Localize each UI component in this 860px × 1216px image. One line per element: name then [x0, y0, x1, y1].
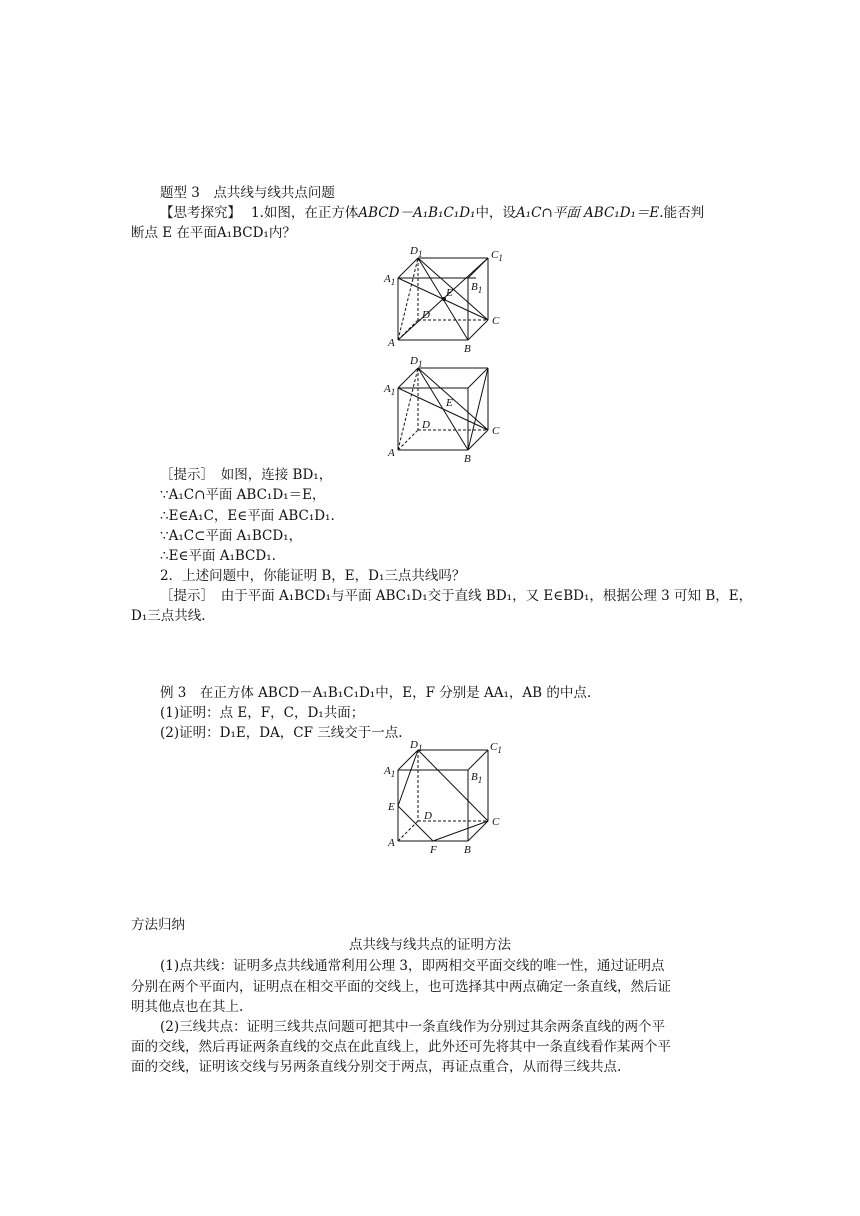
hint-2-line-2: D₁三点共线. [131, 608, 206, 624]
label-c: C [492, 816, 500, 828]
label-a: A [388, 447, 395, 459]
label-c: C [492, 315, 500, 327]
q1-expr: A₁C∩平面 ABC₁D₁＝E [515, 205, 660, 221]
q1-cube: ABCD－A₁B₁C₁D₁ [358, 205, 476, 221]
example-3-line-3: (2)证明：D₁E，DA，CF 三线交于一点. [160, 725, 403, 741]
cube-figure-3 [380, 738, 510, 858]
label-e: E [388, 801, 395, 813]
label-d1: $D_1$ [410, 739, 423, 753]
hint-1-line-3: ∴E∈A₁C，E∈平面 ABC₁D₁. [160, 508, 335, 524]
label-a1: $A_1$ [384, 765, 396, 779]
method-subtitle: 点共线与线共点的证明方法 [349, 937, 511, 953]
question-1-line-2: 断点 E 在平面A₁BCD₁内？ [131, 225, 296, 241]
method-p2-line-2: 面的交线，然后再证两条直线的交点在此直线上，此外还可先将其中一条直线看作某两个平 [131, 1039, 671, 1055]
label-b: B [464, 343, 471, 355]
label-c1: $C_1$ [490, 741, 502, 755]
q1-tail: .能否判 [659, 205, 705, 221]
method-p2-line-1: (2)三线共点：证明三线共点问题可把其中一条直线作为分别过其余两条直线的两个平 [160, 1019, 666, 1035]
question-1-line-1 [160, 204, 704, 222]
cube-figure-2 [380, 350, 510, 465]
example-3-line-1: 例 3 在正方体 ABCD－A₁B₁C₁D₁中，E，F 分别是 AA₁，AB 的中点. [160, 685, 592, 701]
label-d1: $D_1$ [410, 355, 423, 369]
method-p2-line-3: 面的交线，证明该交线与另两条直线分别交于两点，再证点重合，从而得三线共点. [131, 1059, 622, 1075]
method-title: 方法归纳 [131, 917, 185, 933]
method-p1-line-1: (1)点共线：证明多点共线通常利用公理 3，即两相交平面交线的唯一性，通过证明点 [160, 958, 665, 974]
method-p1-line-2: 分别在两个平面内，证明点在相交平面的交线上，也可选择其中两点确定一条直线，然后证 [131, 979, 671, 995]
explore-label: 【思考探究】 [160, 205, 241, 221]
label-a: A [388, 337, 395, 349]
hint-1-line-5: ∴E∈平面 A₁BCD₁. [160, 548, 276, 564]
label-c1: $C_1$ [491, 249, 503, 263]
example-3-line-2: (1)证明：点 E，F，C，D₁共面； [160, 705, 365, 721]
hint-1-line-1: ［提示］ 如图，连接 BD₁， [160, 467, 333, 483]
label-e: E [446, 287, 453, 299]
label-b1: $B_1$ [471, 771, 483, 785]
label-b: B [464, 453, 471, 465]
label-d: D [422, 419, 430, 431]
label-d1: $D_1$ [410, 245, 423, 259]
cube-figure-1 [380, 240, 510, 355]
hint-1-line-2: ∵A₁C∩平面 ABC₁D₁＝E， [160, 487, 326, 503]
label-f: F [430, 844, 437, 856]
q1-prefix: 1.如图，在正方体 [251, 205, 359, 221]
label-a: A [388, 837, 395, 849]
question-2: 2．上述问题中，你能证明 B，E，D₁三点共线吗？ [160, 568, 466, 584]
label-a1: $A_1$ [384, 383, 396, 397]
label-c: C [492, 425, 500, 437]
label-e: E [446, 397, 453, 409]
label-b: B [464, 844, 471, 856]
method-p1-line-3: 明其他点也在其上. [131, 999, 244, 1015]
q1-mid: 中，设 [475, 205, 516, 221]
label-a1: $A_1$ [384, 273, 396, 287]
section-heading: 题型 3 点共线与线共点问题 [160, 185, 335, 201]
hint-1-line-4: ∵A₁C⊂平面 A₁BCD₁， [160, 528, 303, 544]
label-d: D [422, 309, 430, 321]
hint-2-line-1: ［提示］ 由于平面 A₁BCD₁与平面 ABC₁D₁交于直线 BD₁，又 E∈BD₁，根据公理 3 可知 B，E， [160, 588, 753, 604]
label-d: D [424, 810, 432, 822]
label-b1: $B_1$ [471, 281, 483, 295]
